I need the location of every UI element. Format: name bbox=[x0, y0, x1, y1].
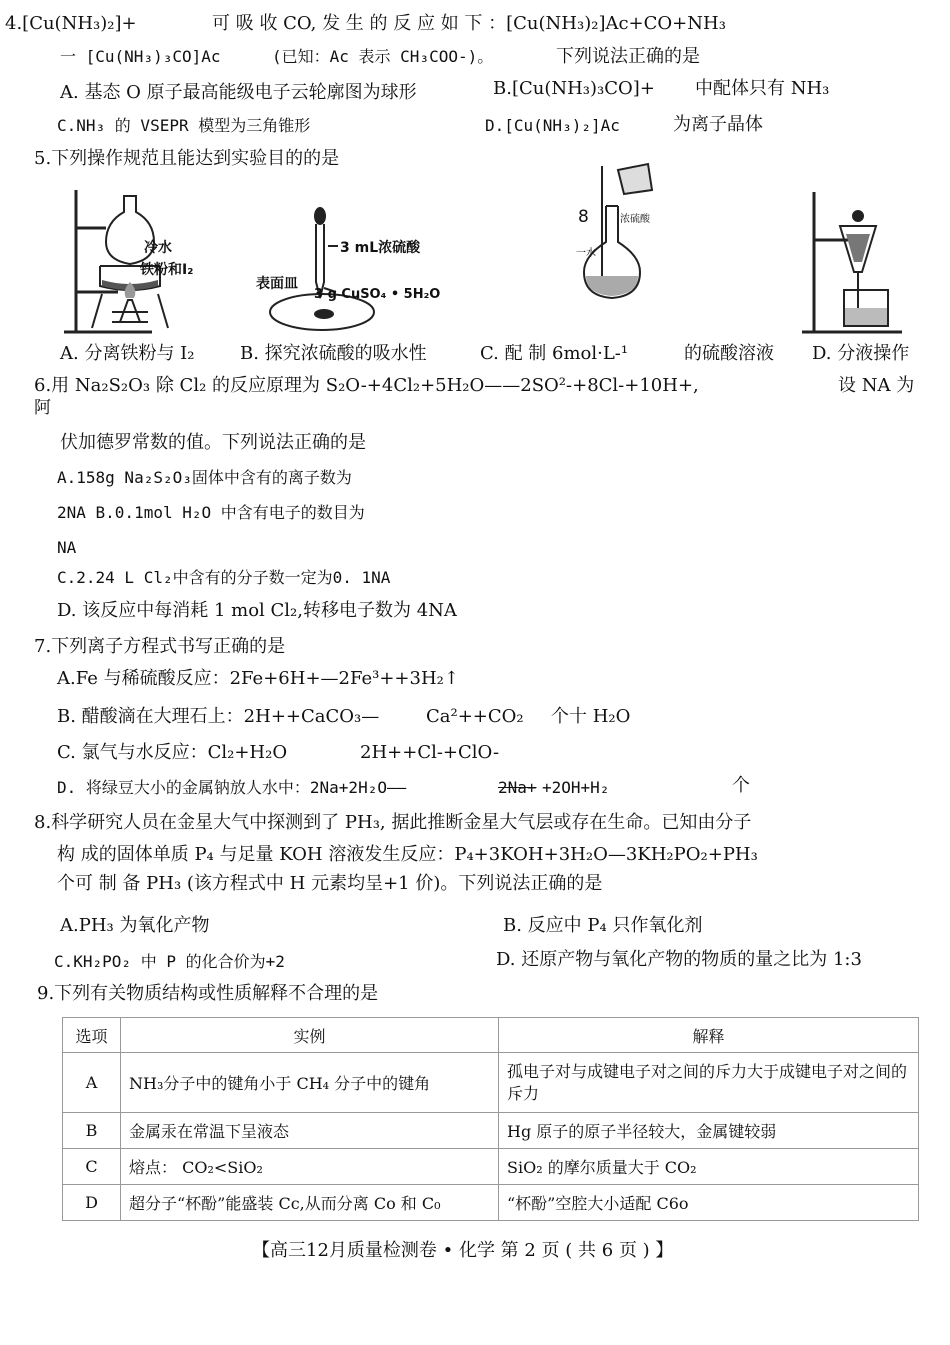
q7-stem: 7.下列离子方程式书写正确的是 bbox=[34, 636, 286, 657]
q7-option-d-arrow: 个 bbox=[732, 775, 750, 796]
q8-option-a: A.PH₃ 为氧化产物 bbox=[60, 915, 210, 936]
q6-line1-end: 设 NA 为 bbox=[838, 375, 915, 396]
q9-table bbox=[62, 1017, 919, 1221]
q5-option-a: A. 分离铁粉与 I₂ bbox=[60, 343, 195, 364]
q4-line2-start: 一 [Cu(NH₃)₃CO]Ac bbox=[60, 47, 221, 66]
q7-option-d-struck: 2Na+ bbox=[498, 778, 537, 797]
q4-line2-mid: (已知：Ac 表示 CH₃COO-)。 bbox=[272, 47, 494, 66]
row-c-option: C bbox=[63, 1149, 121, 1185]
q5-option-b: B. 探究浓硫酸的吸水性 bbox=[240, 343, 427, 364]
q4-option-a: A. 基态 O 原子最高能级电子云轮廓图为球形 bbox=[60, 82, 417, 103]
q8-option-b: B. 反应中 P₄ 只作氧化剂 bbox=[503, 915, 703, 936]
figure-c-label-water: 一水 bbox=[576, 248, 596, 259]
row-c-example: 熔点： CO₂<SiO₂ bbox=[121, 1149, 499, 1185]
q6-line1: 6.用 Na₂S₂O₃ 除 Cl₂ 的反应原理为 S₂O-+4Cl₂+5H₂O——2SO²-+8Cl-+10H+, bbox=[34, 375, 699, 396]
row-a-explanation: 孤电子对与成键电子对之间的斥力大于成键电子对之间的斥力 bbox=[499, 1053, 919, 1113]
figure-b-apparatus bbox=[252, 206, 452, 341]
q4-option-c: C.NH₃ 的 VSEPR 模型为三角锥形 bbox=[57, 116, 311, 135]
row-d-example: 超分子“杯酚”能盛装 Cc,从而分离 Co 和 C₀ bbox=[121, 1185, 499, 1221]
row-a-example: NH₃分子中的键角小于 CH₄ 分子中的键角 bbox=[121, 1053, 499, 1113]
header-explanation: 解释 bbox=[499, 1018, 919, 1053]
table-header-row bbox=[63, 1018, 919, 1053]
header-option: 选项 bbox=[63, 1018, 121, 1053]
q4-line1-start: 4.[Cu(NH₃)₂]+ bbox=[5, 13, 137, 34]
q4-option-b-part1: B.[Cu(NH₃)₃CO]+ bbox=[493, 78, 655, 99]
q4-line2-end: 下列说法正确的是 bbox=[556, 46, 700, 67]
q8-line1: 8.科学研究人员在金星大气中探测到了 PH₃, 据此推断金星大气层或存在生命。已知由分子 bbox=[34, 812, 752, 833]
row-b-explanation: Hg 原子的原子半径较大，金属键较弱 bbox=[499, 1113, 919, 1149]
row-a-option: A bbox=[63, 1053, 121, 1113]
q7-option-b-part1: B. 醋酸滴在大理石上：2H++CaCO₃— bbox=[57, 706, 380, 727]
row-d-explanation: “杯酚”空腔大小适配 C6o bbox=[499, 1185, 919, 1221]
header-example: 实例 bbox=[121, 1018, 499, 1053]
q6-line1-wrap: 阿 bbox=[34, 398, 51, 418]
q7-option-d-part1: D. 将绿豆大小的金属钠放人水中：2Na+2H₂O—— bbox=[57, 778, 407, 797]
q6-line2: 伏加德罗常数的值。下列说法正确的是 bbox=[60, 432, 366, 453]
q7-option-c-part1: C. 氯气与水反应：Cl₂+H₂O bbox=[57, 742, 288, 763]
q7-option-b-part3: 个十 H₂O bbox=[551, 706, 631, 727]
q6-option-d: D. 该反应中每消耗 1 mol Cl₂,转移电子数为 4NA bbox=[57, 600, 457, 621]
q4-option-b-part2: 中配体只有 NH₃ bbox=[695, 78, 830, 99]
page-footer: 【高三12月质量检测卷 • 化学 第 2 页 ( 共 6 页 ) 】 bbox=[252, 1240, 674, 1261]
q6-option-a: A.158g Na₂S₂O₃固体中含有的离子数为 bbox=[57, 468, 352, 487]
row-b-option: B bbox=[63, 1113, 121, 1149]
q7-option-d-part3: +2OH+H₂ bbox=[542, 778, 610, 797]
q9-stem: 9.下列有关物质结构或性质解释不合理的是 bbox=[37, 983, 379, 1004]
table-row bbox=[63, 1149, 919, 1185]
q4-option-d-part1: D.[Cu(NH₃)₂]Ac bbox=[485, 116, 620, 135]
q5-option-d: D. 分液操作 bbox=[812, 343, 910, 364]
figure-b-label-copper-sulfate: 3 g CuSO₄ • 5H₂O bbox=[314, 287, 441, 302]
figure-b-label-watch-glass: 表面皿 bbox=[256, 276, 298, 292]
figure-c-label-eight: 8 bbox=[578, 207, 589, 227]
q7-option-b-part2: Ca²++CO₂ bbox=[426, 706, 524, 727]
figure-a-label-iron-iodine: 铁粉和I₂ bbox=[140, 262, 194, 278]
q8-line2: 构 成的固体单质 P₄ 与足量 KOH 溶液发生反应：P₄+3KOH+3H₂O—3KH₂PO₂+PH₃ bbox=[57, 844, 758, 865]
figure-c-apparatus bbox=[572, 160, 692, 310]
figure-a-label-cold-water: 冷水 bbox=[144, 240, 172, 256]
q5-option-c-part1: C. 配 制 6mol·L-¹ bbox=[480, 343, 629, 364]
q5-option-c-part2: 的硫酸溶液 bbox=[684, 343, 774, 364]
q7-option-a: A.Fe 与稀硫酸反应：2Fe+6H+—2Fe³++3H₂↑ bbox=[57, 668, 459, 689]
figure-c-label-acid: 浓硫酸 bbox=[620, 214, 650, 225]
q6-option-c: C.2.24 L Cl₂中含有的分子数一定为0. 1NA bbox=[57, 568, 391, 587]
table-row bbox=[63, 1053, 919, 1113]
q4-option-d-part2: 为离子晶体 bbox=[673, 114, 763, 135]
table-row bbox=[63, 1113, 919, 1149]
row-c-explanation: SiO₂ 的摩尔质量大于 CO₂ bbox=[499, 1149, 919, 1185]
figure-d-apparatus bbox=[798, 186, 910, 340]
figure-a-apparatus bbox=[62, 182, 212, 340]
table-row bbox=[63, 1185, 919, 1221]
q4-line1-end: 可 吸 收 CO, 发 生 的 反 应 如 下 ：[Cu(NH₃)₂]Ac+CO+NH₃ bbox=[212, 13, 726, 34]
row-b-example: 金属汞在常温下呈液态 bbox=[121, 1113, 499, 1149]
q5-stem: 5.下列操作规范且能达到实验目的的是 bbox=[34, 148, 340, 169]
q7-option-c-part2: 2H++Cl-+ClO- bbox=[360, 742, 500, 763]
q6-option-a-b: 2NA B.0.1mol H₂O 中含有电子的数目为 bbox=[57, 503, 365, 522]
q6-option-b-end: NA bbox=[57, 538, 77, 557]
q8-option-d: D. 还原产物与氧化产物的物质的量之比为 1:3 bbox=[496, 949, 862, 970]
q8-option-c: C.KH₂PO₂ 中 P 的化合价为+2 bbox=[54, 952, 285, 971]
q8-line3: 个可 制 备 PH₃ (该方程式中 H 元素均呈+1 价)。下列说法正确的是 bbox=[57, 873, 603, 894]
row-d-option: D bbox=[63, 1185, 121, 1221]
figure-b-label-acid: 3 mL浓硫酸 bbox=[340, 240, 421, 256]
